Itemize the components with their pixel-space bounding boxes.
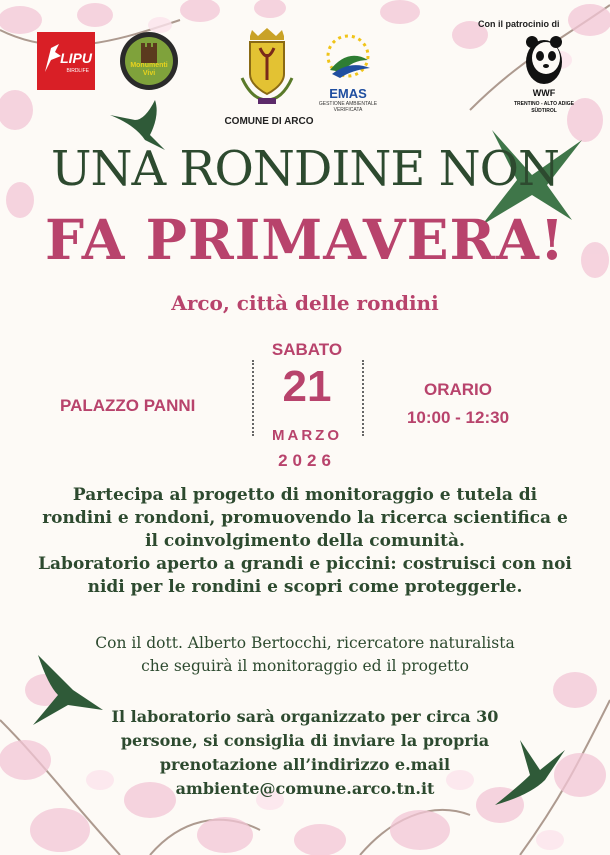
time-label: ORARIO [424, 380, 492, 399]
description-line: il coinvolgimento della comunità. [145, 531, 465, 551]
event-year: 2026 [278, 451, 336, 470]
booking-line: Il laboratorio sarà organizzato per circa 30 [111, 707, 499, 726]
description-paragraph [14, 484, 596, 599]
event-day: 21 [282, 362, 332, 411]
comune-arco-crest-icon [238, 28, 296, 110]
booking-line: persone, si consiglia di inviare la propria [120, 731, 490, 750]
monumenti-vivi-logo [120, 32, 178, 90]
description-line: rondini e rondoni, promuovendo la ricerca scientifica e [42, 508, 568, 528]
title-line-1: UNA RONDINE NON [51, 141, 559, 197]
lipu-logo [37, 32, 95, 90]
wwf-logo-sub: TRENTINO - ALTO ADIGE SÜDTIROL [514, 101, 574, 114]
wwf-logo-word: WWF [532, 88, 556, 98]
emas-logo-sub [314, 101, 382, 113]
lipu-logo-text: LIPU [60, 50, 92, 66]
emas-logo-word: EMAS [329, 86, 367, 101]
speaker-line: che seguirà il monitoraggio ed il progetto [141, 657, 469, 675]
booking-paragraph [80, 705, 530, 801]
comune-label: COMUNE DI ARCO [224, 116, 314, 127]
description-line: nidi per le rondini e scopri come proteggerle. [87, 577, 523, 597]
event-venue: PALAZZO PANNI [60, 396, 196, 415]
panda-icon [520, 32, 568, 88]
tower-icon [137, 41, 161, 63]
emas-logo-icon [322, 30, 374, 82]
speaker-line: Con il dott. Alberto Bertocchi, ricercatore naturalista [95, 634, 515, 652]
description-line: Partecipa al progetto di monitoraggio e tutela di [72, 485, 538, 505]
booking-email[interactable]: ambiente@comune.arco.tn.it [175, 779, 435, 798]
patronage-label: Con il patrocinio di [478, 19, 560, 29]
lipu-logo-sub: BIRDLIFE [66, 68, 89, 74]
monumenti-vivi-bottom: Vivi [142, 70, 156, 77]
description-line: Laboratorio aperto a grandi e piccini: costruisci con noi [38, 554, 572, 574]
time-value: 10:00 - 12:30 [406, 408, 510, 427]
speaker-paragraph [40, 632, 570, 678]
event-weekday: SABATO [271, 340, 343, 359]
emas-sub-line1: GESTIONE AMBIENTALE [318, 101, 378, 107]
subtitle: Arco, città delle rondini [171, 291, 439, 315]
booking-line: prenotazione all’indirizzo e.mail [159, 755, 451, 774]
title-line-2: FA PRIMAVERA! [44, 207, 566, 272]
event-month: MARZO [272, 427, 342, 444]
monumenti-vivi-text [120, 62, 178, 78]
monumenti-vivi-top: Monumenti [130, 62, 168, 69]
emas-sub-line2: VERIFICATA [333, 107, 363, 113]
